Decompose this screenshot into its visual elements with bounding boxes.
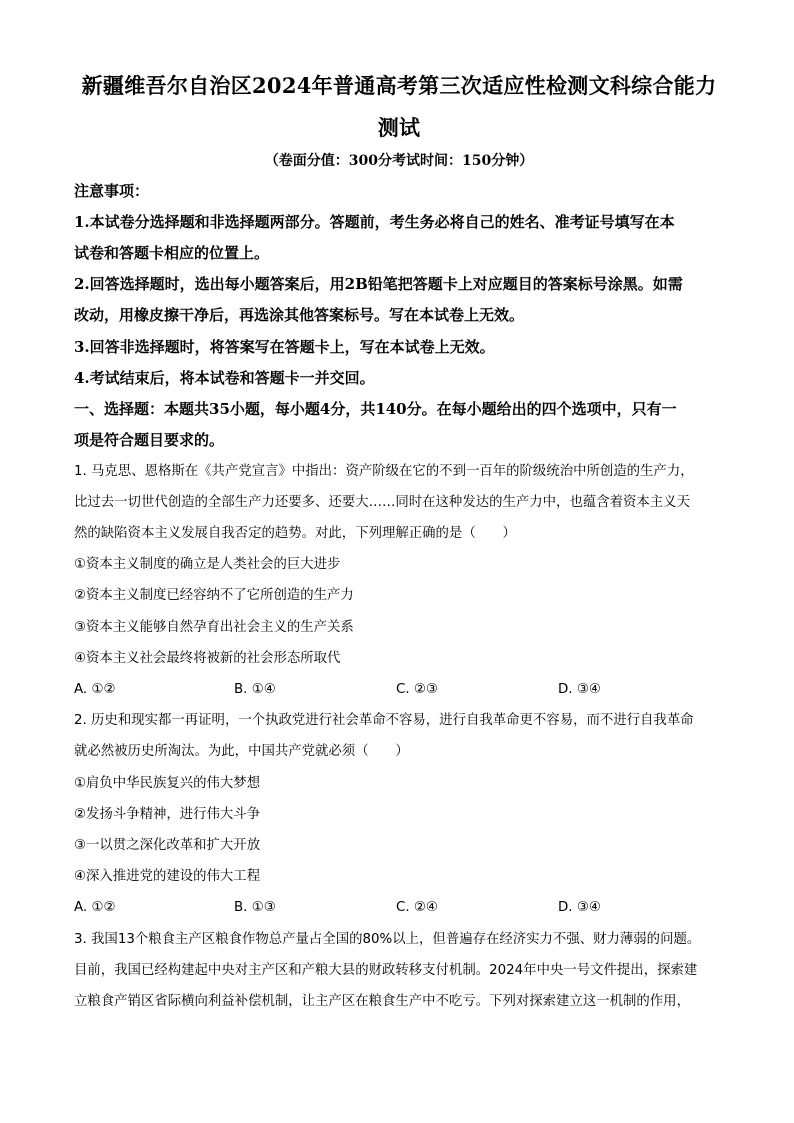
question-1-statement: ③资本主义能够自然孕育出社会主义的生产关系 xyxy=(74,620,354,635)
question-2-stem-line: 就必然被历史所淘汰。为此，中国共产党就必须（ ） xyxy=(74,744,409,759)
notes-line: 改动，用橡皮擦干净后，再选涂其他答案标号。写在本试卷上无效。 xyxy=(74,306,525,324)
notes-line: 3.回答非选择题时，将答案写在答题卡上，写在本试卷上无效。 xyxy=(74,338,495,356)
question-1-statement: ①资本主义制度的确立是人类社会的巨大进步 xyxy=(74,557,341,572)
question-2-choices xyxy=(74,898,724,918)
question-1-choice-d: D. ③④ xyxy=(558,682,601,697)
exam-subtitle: （卷面分值：300分考试时间：150分钟） xyxy=(264,153,534,169)
question-2-choice-d: D. ③④ xyxy=(558,900,601,915)
question-3-stem-line: 目前，我国已经构建起中央对主产区和产粮大县的财政转移支付机制。2024年中央一号文件提出，探索建 xyxy=(74,963,698,978)
question-2-choice-b: B. ①③ xyxy=(234,900,276,915)
question-2-statement: ①肩负中华民族复兴的伟大梦想 xyxy=(74,776,261,791)
section-heading-line: 项是符合题目要求的。 xyxy=(74,431,225,449)
question-3-stem-line: 3. 我国13个粮食主产区粮食作物总产量占全国的80%以上，但普遍存在经济实力不强、财力薄弱的问题。 xyxy=(74,932,701,947)
question-2-statement: ③一以贯之深化改革和扩大开放 xyxy=(74,838,261,853)
question-1-statement: ②资本主义制度已经容纳不了它所创造的生产力 xyxy=(74,588,354,603)
question-3-stem-line: 立粮食产销区省际横向利益补偿机制，让主产区在粮食生产中不吃亏。下列对探索建立这一机制的作用， xyxy=(74,994,690,1009)
notes-line: 2.回答选择题时，选出每小题答案后，用2B铅笔把答题卡上对应题目的答案标号涂黑。如需 xyxy=(74,275,683,293)
question-1-stem-line: 比过去一切世代创造的全部生产力还要多、还要大……同时在这种发达的生产力中，也蕴含着资本主义天 xyxy=(74,495,690,510)
question-1-choices xyxy=(74,680,724,700)
section-heading-line: 一、选择题：本题共35小题，每小题4分，共140分。在每小题给出的四个选项中，只有一 xyxy=(74,400,677,418)
notes-line: 4.考试结束后，将本试卷和答题卡一并交回。 xyxy=(74,369,375,387)
notes-line: 试卷和答题卡相应的位置上。 xyxy=(74,244,270,262)
question-2-stem-line: 2. 历史和现实都一再证明，一个执政党进行社会革命不容易，进行自我革命更不容易，而不进行自我革命 xyxy=(74,713,694,728)
question-2-statement: ②发扬斗争精神，进行伟大斗争 xyxy=(74,807,261,822)
question-1-stem-line: 然的缺陷资本主义发展自我否定的趋势。对此，下列理解正确的是（ ） xyxy=(74,526,516,541)
question-1-choice-b: B. ①④ xyxy=(234,682,276,697)
notes-line: 1.本试卷分选择题和非选择题两部分。答题前，考生务必将自己的姓名、准考证号填写在本 xyxy=(74,213,675,231)
question-2-choice-a: A. ①② xyxy=(74,900,116,915)
notes-heading: 注意事项： xyxy=(74,182,150,200)
question-1-choice-a: A. ①② xyxy=(74,682,116,697)
exam-title-line2: 测试 xyxy=(377,115,421,140)
question-1-stem-line: 1. 马克思、恩格斯在《共产党宣言》中指出：资产阶级在它的不到一百年的阶级统治中所创造的生产力， xyxy=(74,464,694,479)
question-1-choice-c: C. ②③ xyxy=(396,682,438,697)
question-2-choice-c: C. ②④ xyxy=(396,900,438,915)
exam-title-line1: 新疆维吾尔自治区2024年普通高考第三次适应性检测文科综合能力 xyxy=(81,73,717,98)
question-2-statement: ④深入推进党的建设的伟大工程 xyxy=(74,869,261,884)
question-1-statement: ④资本主义社会最终将被新的社会形态所取代 xyxy=(74,651,341,666)
